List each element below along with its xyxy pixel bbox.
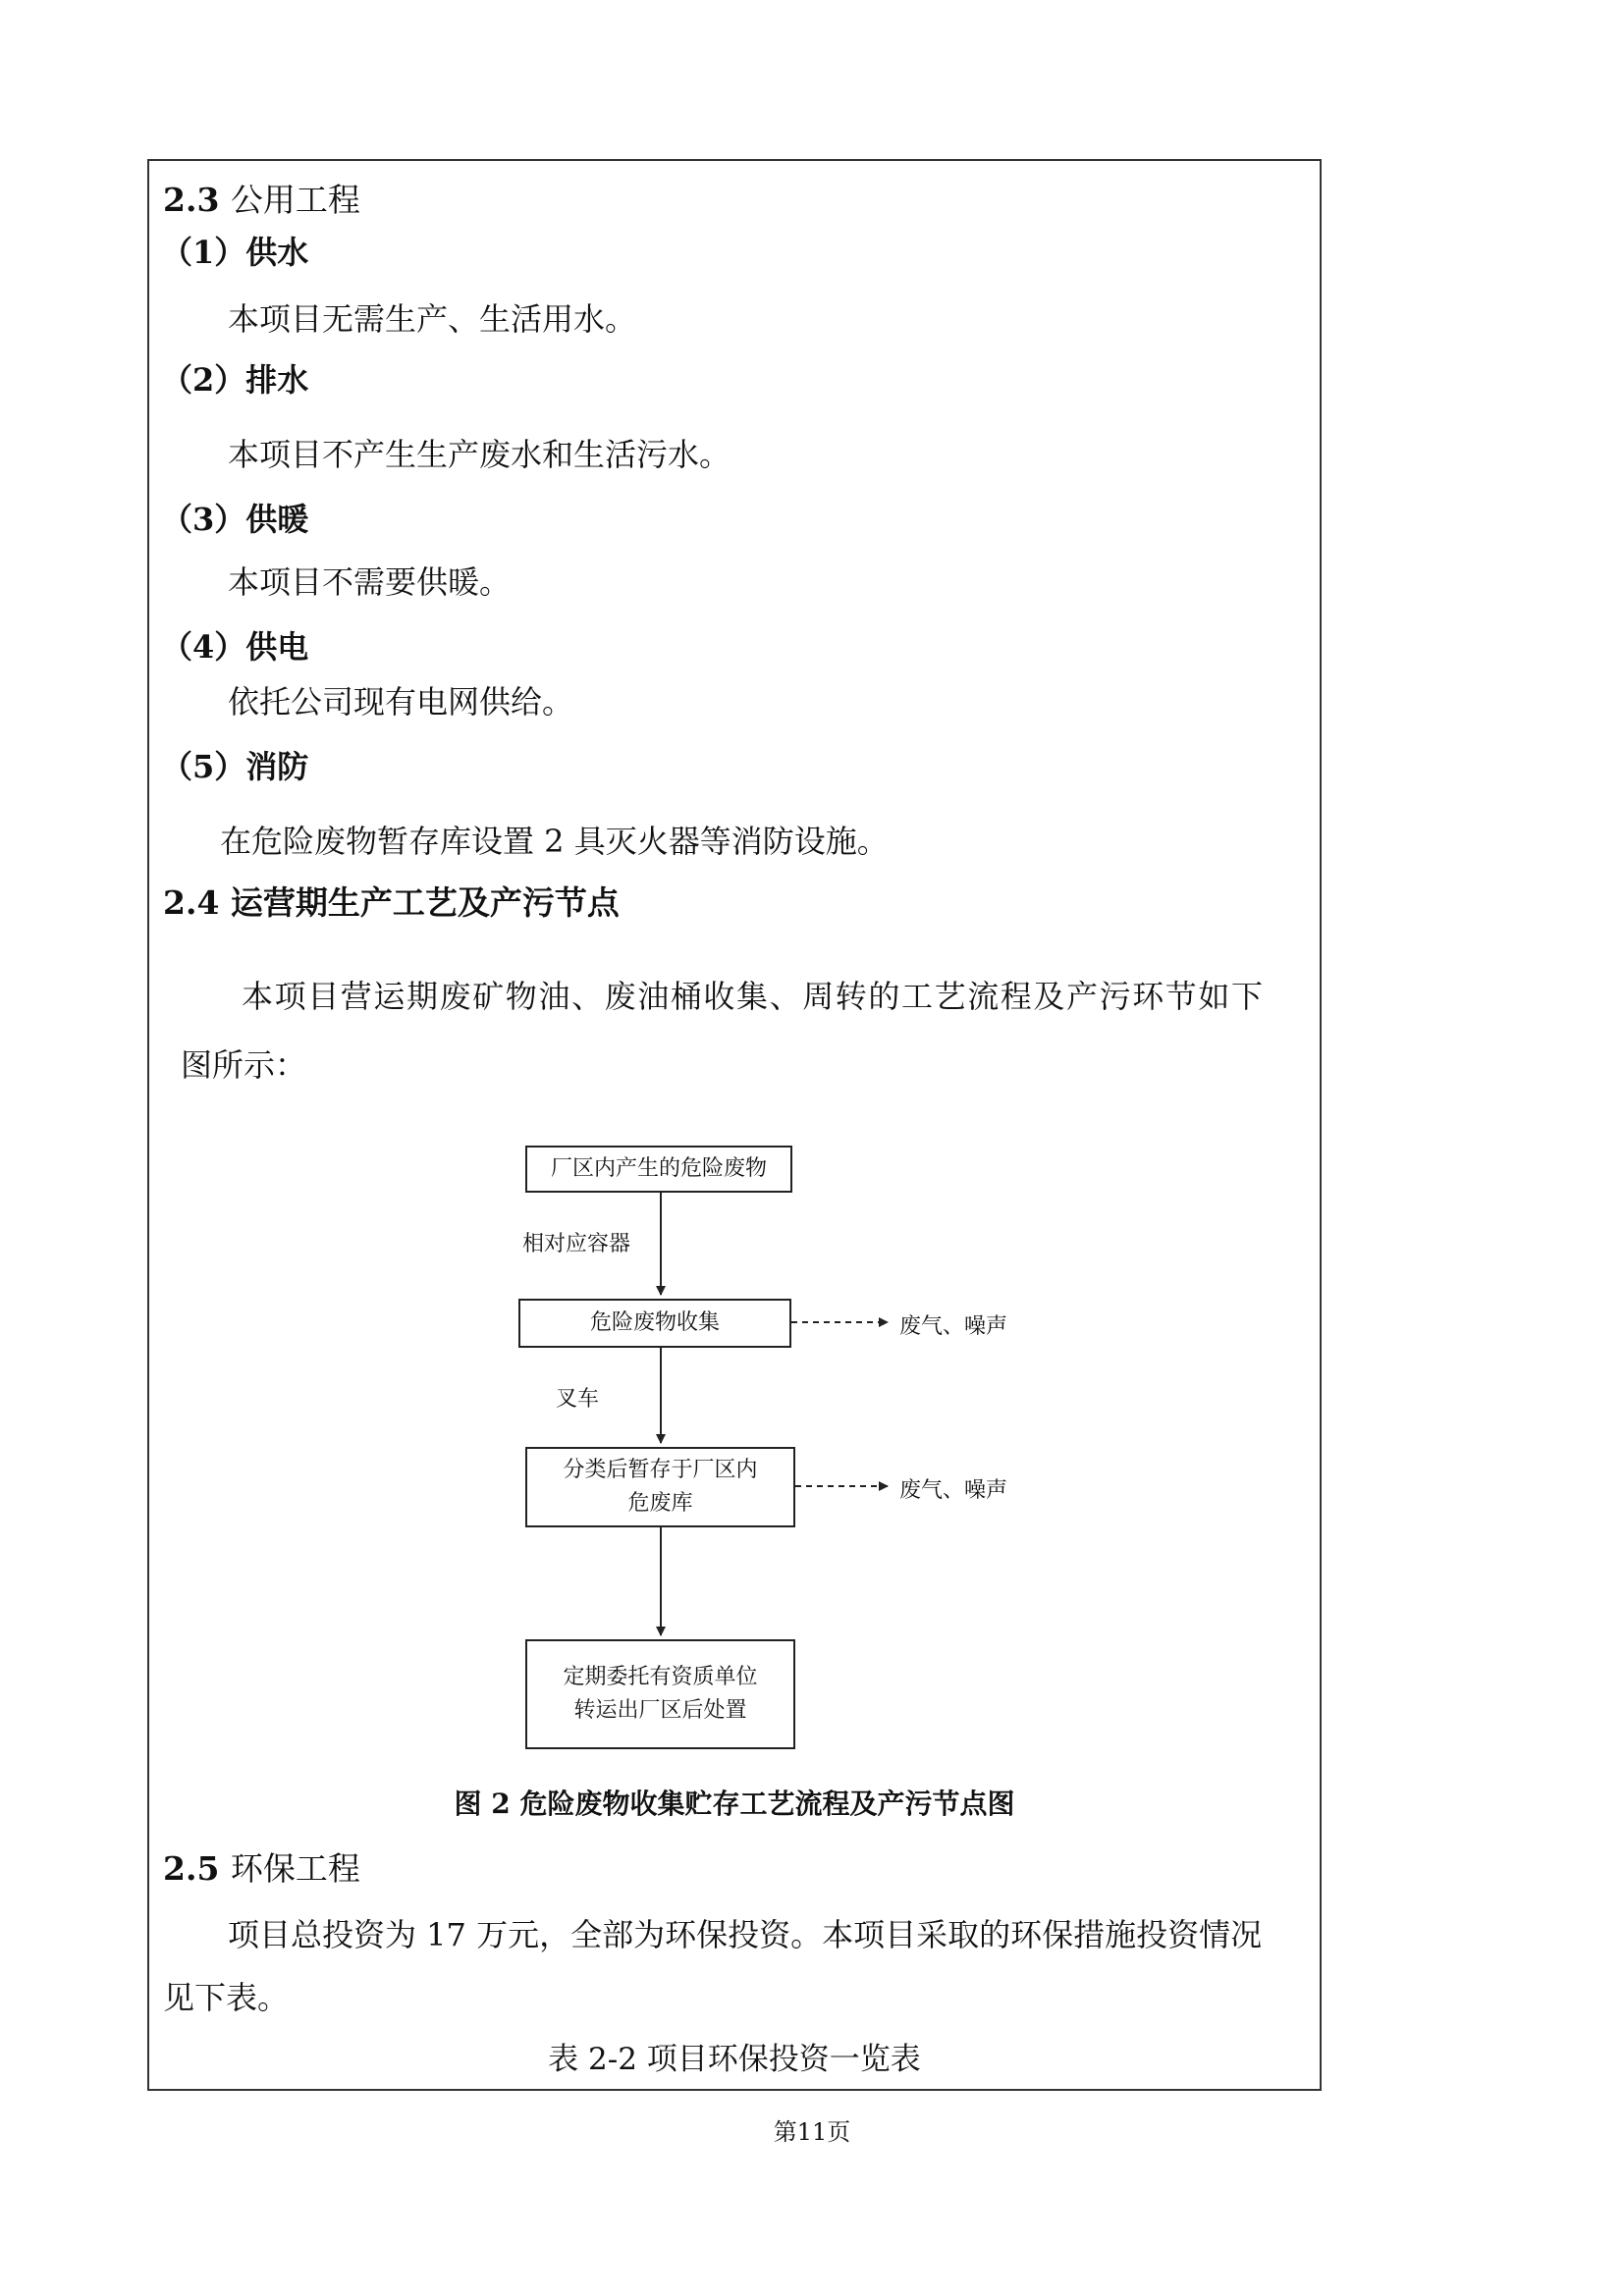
edge-label-forklift: 叉车 (556, 1387, 600, 1412)
section-number: 2.3 (163, 181, 220, 219)
water-supply-text: 本项目无需生产、生活用水。 (228, 300, 637, 338)
section-number: 2.5 (163, 1849, 220, 1888)
fire-heading: （5）消防 (161, 748, 309, 785)
flow-node-text: 危废库 (627, 1491, 693, 1516)
content-frame (147, 159, 1322, 2091)
section-2-5-para-line2: 见下表。 (163, 1979, 290, 2016)
drainage-text: 本项目不产生生产废水和生活污水。 (228, 436, 731, 473)
edge-label-container: 相对应容器 (522, 1232, 631, 1256)
section-2-5-heading (163, 1843, 360, 1890)
page-number: 第11页 (773, 2118, 851, 2146)
flow-node-store (525, 1447, 795, 1527)
heating-text: 本项目不需要供暖。 (228, 563, 512, 601)
emission-label-store: 废气、噪声 (899, 1478, 1008, 1503)
water-supply-heading: （1）供水 (161, 234, 309, 271)
table-caption: 表 2-2 项目环保投资一览表 (548, 2042, 921, 2077)
power-text: 依托公司现有电网供给。 (228, 683, 574, 721)
heating-heading: （3）供暖 (161, 501, 309, 538)
section-2-5-para-line1: 项目总投资为 17 万元，全部为环保投资。本项目采取的环保措施投资情况 (228, 1916, 1263, 1953)
fire-text: 在危险废物暂存库设置 2 具灭火器等消防设施。 (220, 823, 889, 860)
emission-label-collect: 废气、噪声 (899, 1314, 1008, 1339)
section-title: 公用工程 (230, 181, 360, 219)
flow-node-text: 转运出厂区后处置 (573, 1698, 747, 1723)
section-2-4-heading: 2.4 运营期生产工艺及产污节点 (163, 883, 620, 922)
power-heading: （4）供电 (161, 628, 309, 666)
flow-node-dispose (525, 1639, 795, 1749)
flow-node-text: 厂区内产生的危险废物 (550, 1156, 767, 1181)
flow-node-source (525, 1146, 792, 1193)
section-2-4-para-line1: 本项目营运期废矿物油、废油桶收集、周转的工艺流程及产污环节如下 (242, 978, 1265, 1015)
section-2-4-para-line2: 图所示： (181, 1046, 307, 1084)
figure-caption: 图 2 危险废物收集贮存工艺流程及产污节点图 (454, 1788, 1015, 1820)
flow-node-collect (518, 1299, 791, 1348)
flow-node-text: 定期委托有资质单位 (563, 1665, 758, 1689)
flow-node-text: 危险废物收集 (589, 1310, 720, 1335)
flow-node-text: 分类后暂存于厂区内 (563, 1458, 758, 1482)
drainage-heading: （2）排水 (161, 361, 309, 399)
section-title: 环保工程 (230, 1849, 360, 1888)
